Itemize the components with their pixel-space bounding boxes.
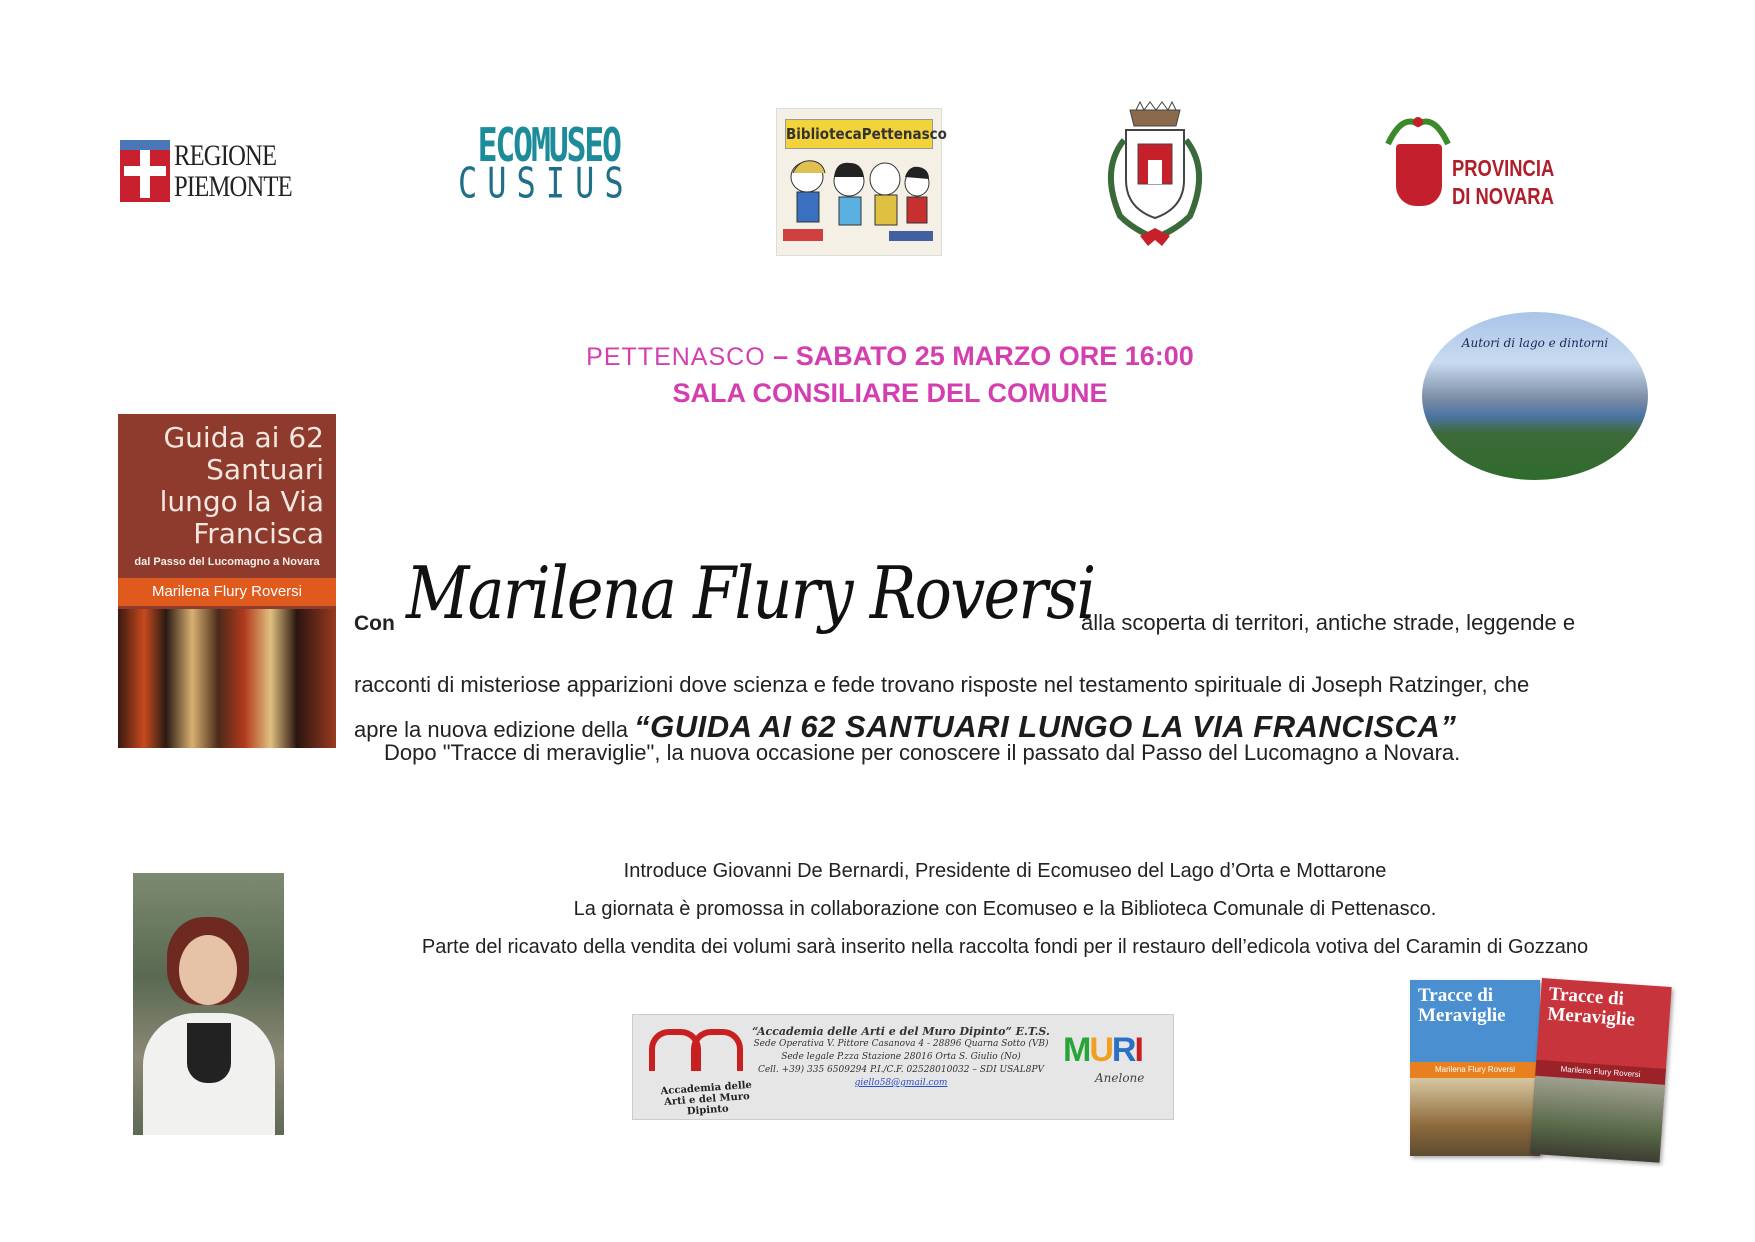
book-author-band: Marilena Flury Roversi (1535, 1060, 1666, 1085)
cover-author: Marilena Flury Roversi (118, 578, 336, 606)
book-title-line: Meraviglie (1546, 1003, 1636, 1031)
piemonte-flag-icon (120, 140, 170, 202)
muri-subtitle: Anelone (1095, 1071, 1145, 1085)
book-title-line: Tracce di (1418, 985, 1494, 1006)
cover-title-line: lungo la Via (159, 485, 324, 518)
accademia-org-name: “Accademia delle Arti e del Muro Dipinto” E.T.S. (752, 1025, 1050, 1038)
book-title-line: Meraviglie (1418, 1005, 1506, 1026)
accademia-contacts: Cell. +39) 335 6509294 P.I./C.F. 02528010032 – SDI USAL8PV (757, 1065, 1045, 1075)
ecomuseo-line1: ECOMUSEO (477, 118, 620, 172)
muri-letter: R (1111, 1031, 1135, 1069)
regione-line2: PIEMONTE (174, 170, 292, 203)
description-line4: Dopo "Tracce di meraviglie", la nuova occasione per conoscere il passato dal Passo del Lucomagno a Novara. (384, 740, 1461, 765)
event-heading (440, 338, 1340, 411)
biblioteca-pettenasco-logo (776, 108, 947, 256)
description-line2: racconti di misteriose apparizioni dove scienza e fede trovano risposte nel testamento spirituale di Joseph Ratzinger, che (354, 672, 1530, 697)
accademia-banner (632, 1014, 1174, 1120)
event-place: PETTENASCO (586, 343, 766, 371)
muri-letter: U (1089, 1031, 1112, 1069)
peanuts-drawing-icon (777, 147, 941, 255)
book-cover-image (1410, 1078, 1540, 1156)
author-name: Marilena Flury Roversi (406, 551, 1095, 635)
stemma-comune-icon (1090, 100, 1220, 250)
guida-book-cover (118, 414, 336, 748)
cover-title (160, 422, 324, 550)
regione-line1: REGIONE (174, 139, 277, 172)
guide-title: “GUIDA AI 62 SANTUARI LUNGO LA VIA FRANCISCA” (634, 709, 1457, 744)
tracce-book-vol2 (1530, 978, 1672, 1163)
accademia-logo (645, 1029, 753, 1118)
muri-letter: M (1063, 1031, 1090, 1069)
tracce-book-vol1 (1410, 980, 1540, 1156)
provincia-line2: DI NOVARA (1452, 183, 1554, 209)
accademia-email-link[interactable]: giello58@gmail.com (854, 1078, 948, 1088)
muri-logo (1063, 1031, 1142, 1070)
cover-fresco-image (118, 609, 336, 748)
book-author-band: Marilena Flury Roversi (1410, 1062, 1540, 1078)
accademia-sede-legale: Sede legale P.zza Stazione 28016 Orta S. Giulio (No) (781, 1052, 1021, 1062)
con-word: Con (354, 612, 395, 635)
intro-line1-rest: alla scoperta di territori, antiche strade, leggende e (1081, 610, 1576, 635)
author-photo (133, 873, 284, 1135)
novara-shield-icon (1396, 144, 1442, 206)
provincia-novara-logo (1384, 114, 1555, 218)
cover-title-line: Francisca (193, 517, 324, 550)
event-separator: – (773, 341, 789, 371)
info-line3: Parte del ricavato della vendita dei volumi sarà inserito nella raccolta fondi per il restauro dell’edicola votiva del Caramin di Gozzano (421, 936, 1589, 958)
info-line1: Introduce Giovanni De Bernardi, Presidente di Ecomuseo del Lago d’Orta e Mottarone (623, 860, 1387, 882)
ecomuseo-cusius-logo (458, 118, 634, 208)
accademia-details (751, 1025, 1051, 1090)
provincia-line1: PROVINCIA (1452, 155, 1555, 181)
description-paragraph (354, 664, 1654, 751)
accademia-sede-operativa: Sede Operativa V. Pittore Casanova 4 - 28896 Quarna Sotto (VB) (753, 1039, 1049, 1049)
event-datetime: SABATO 25 MARZO ORE 16:00 (795, 341, 1194, 371)
tracce-di-meraviglie-books (1410, 970, 1690, 1160)
cover-title-line: Santuari (206, 453, 324, 486)
laurel-crown-icon (1384, 114, 1454, 148)
autori-text: Autori di lago e dintorni (1461, 336, 1609, 350)
regione-piemonte-logo (120, 138, 292, 204)
cover-title-line: Guida ai 62 (163, 421, 324, 454)
author-intro-line (354, 548, 1654, 648)
book-cover-image (1530, 1076, 1665, 1163)
description-line3-prefix: apre la nuova edizione della (354, 717, 628, 742)
event-info (340, 852, 1670, 966)
biblioteca-title: BibliotecaPettenasco (785, 119, 933, 149)
ecomuseo-line2: CUSIUS (458, 158, 634, 208)
accademia-logo-text: Accademia delle Arti e del Muro Dipinto (660, 1079, 753, 1118)
info-line2: La giornata è promossa in collaborazione con Ecomuseo e la Biblioteca Comunale di Pettenasco. (573, 898, 1437, 920)
event-venue: SALA CONSILIARE DEL COMUNE (672, 378, 1108, 408)
autori-di-lago-logo (1422, 312, 1648, 480)
muri-letter: I (1134, 1031, 1142, 1069)
book-title-line: Tracce di (1548, 983, 1625, 1010)
cover-subtitle: dal Passo del Lucomagno a Novara (134, 556, 320, 568)
